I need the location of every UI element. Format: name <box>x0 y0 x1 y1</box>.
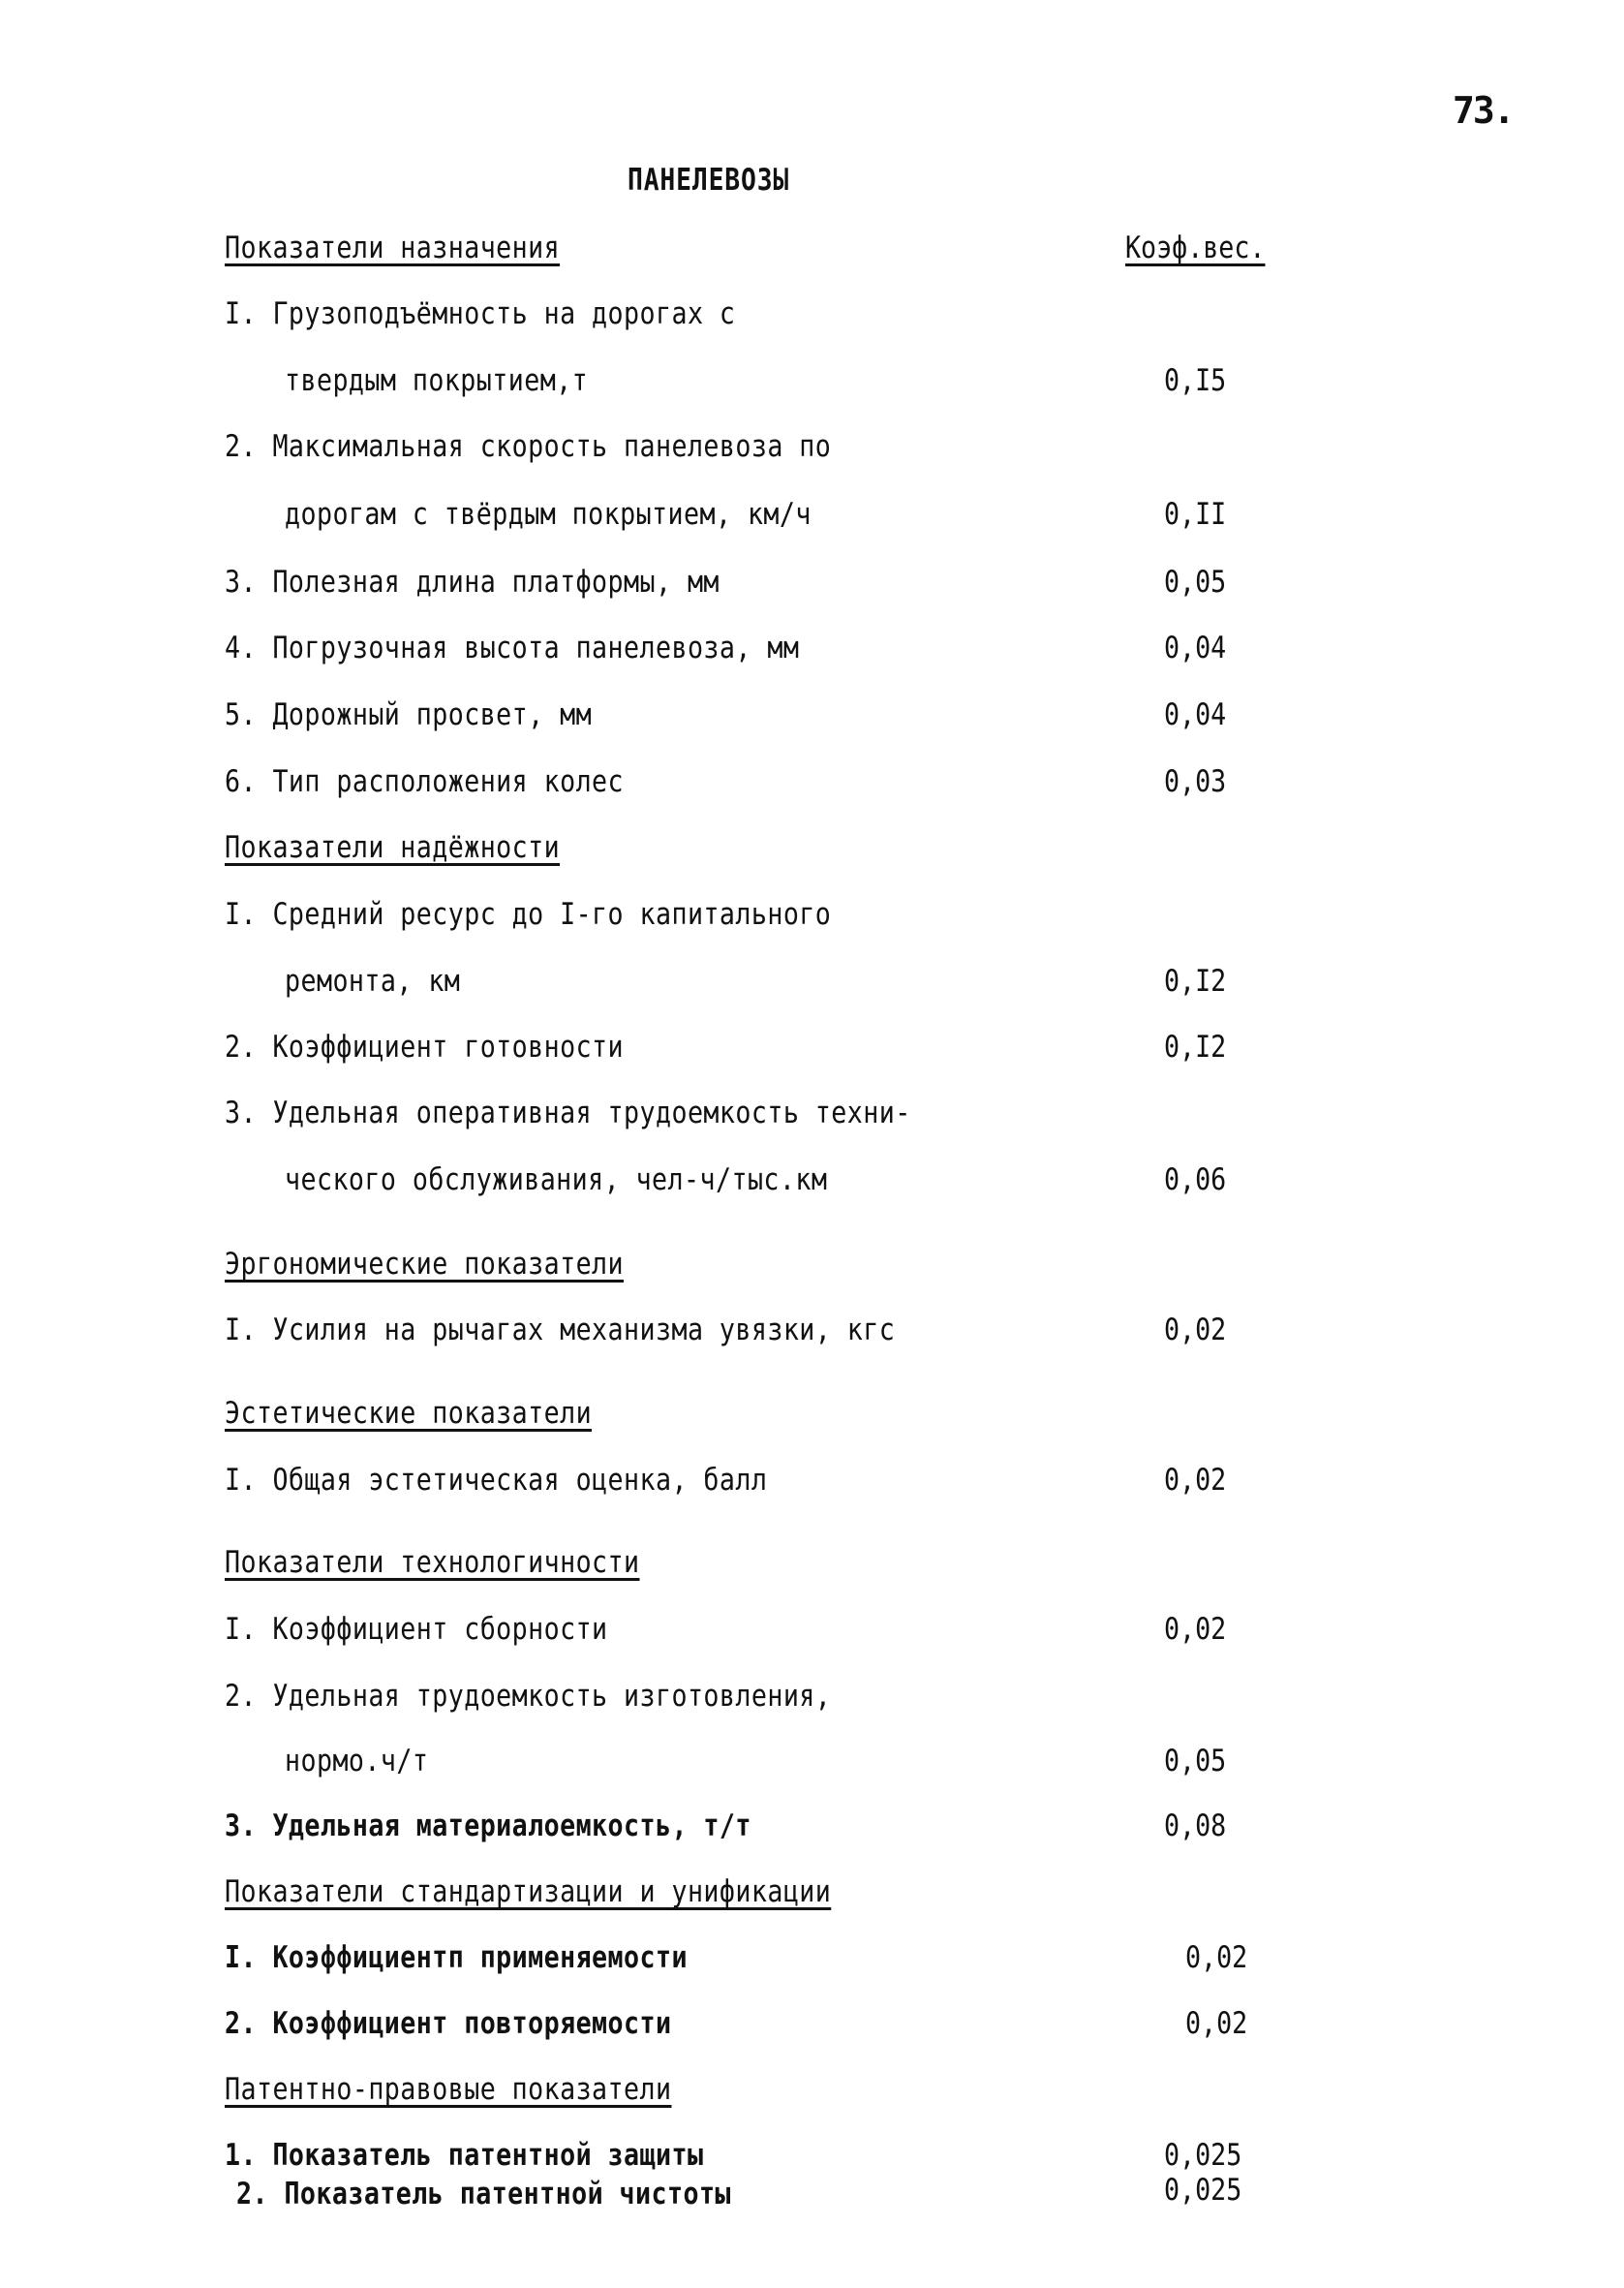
item-line: 3. Удельная оперативная трудоемкость техни- <box>225 1096 911 1130</box>
item-value: 0,04 <box>1164 697 1227 732</box>
item-line: I. Коэффициент сборности <box>225 1612 608 1647</box>
item-value: 0,I2 <box>1164 1030 1227 1065</box>
page-title: ПАНЕЛЕВОЗЫ <box>628 163 790 198</box>
section-header-reliability: Показатели надёжности <box>225 830 561 865</box>
item-line: I. Общая эстетическая оценка, балл <box>225 1463 768 1498</box>
item-line: 6. Тип расположения колес <box>225 764 625 799</box>
item-value: 0,06 <box>1164 1162 1227 1197</box>
item-value: 0,02 <box>1185 1940 1248 1975</box>
item-value: 0,I5 <box>1164 363 1227 398</box>
item-line: I. Коэффициентп применяемости <box>225 1940 688 1975</box>
item-value: 0,03 <box>1164 764 1227 799</box>
item-value: 0,08 <box>1164 1809 1227 1843</box>
item-line: 2. Показатель патентной чистоты <box>236 2177 731 2211</box>
column-header-weight: Коэф.вес. <box>1125 231 1266 265</box>
item-line: ческого обслуживания, чел-ч/тыс.км <box>285 1162 828 1197</box>
item-value: 0,02 <box>1185 2006 1248 2041</box>
item-line: твердым покрытием,т <box>285 363 589 398</box>
item-line: 3. Полезная длина платформы, мм <box>225 565 720 600</box>
item-line: 2. Коэффициент готовности <box>225 1030 625 1065</box>
item-line: 2. Максимальная скорость панелевоза по <box>225 429 832 464</box>
item-line: 3. Удельная материалоемкость, т/т <box>225 1809 751 1843</box>
item-line: 4. Погрузочная высота панелевоза, мм <box>225 631 800 665</box>
item-line: ремонта, км <box>285 964 461 999</box>
section-header-patent: Патентно-правовые показатели <box>225 2072 672 2107</box>
item-value: 0,02 <box>1164 1463 1227 1498</box>
item-value: 0,05 <box>1164 1744 1227 1778</box>
item-value: 0,04 <box>1164 631 1227 665</box>
item-line: I. Усилия на рычагах механизма увязки, кгс <box>225 1313 896 1347</box>
item-value: 0,02 <box>1164 1313 1227 1347</box>
item-value: 0,I2 <box>1164 964 1227 999</box>
item-line: 1. Показатель патентной защиты <box>225 2138 704 2173</box>
item-line: 2. Удельная трудоемкость изготовления, <box>225 1679 832 1714</box>
section-header-purpose: Показатели назначения <box>225 231 561 265</box>
item-line: 2. Коэффициент повторяемости <box>225 2006 672 2041</box>
item-line: дорогам с твёрдым покрытием, км/ч <box>285 497 812 532</box>
item-value: 0,025 <box>1164 2173 1242 2208</box>
item-value: 0,025 <box>1164 2138 1242 2173</box>
item-value: 0,02 <box>1164 1612 1227 1647</box>
section-header-ergonomic: Эргономические показатели <box>225 1247 625 1282</box>
section-header-standardization: Показатели стандартизации и унификации <box>225 1874 832 1909</box>
item-value: 0,05 <box>1164 565 1227 600</box>
item-value: 0,II <box>1164 497 1227 532</box>
section-header-manufacturability: Показатели технологичности <box>225 1545 640 1580</box>
page-number: 73. <box>1453 89 1514 132</box>
item-line: нормо.ч/т <box>285 1744 429 1778</box>
section-header-aesthetic: Эстетические показатели <box>225 1396 593 1431</box>
item-line: I. Средний ресурс до I-го капитального <box>225 897 832 932</box>
item-line: I. Грузоподъёмность на дорогах с <box>225 296 736 331</box>
item-line: 5. Дорожный просвет, мм <box>225 697 593 732</box>
